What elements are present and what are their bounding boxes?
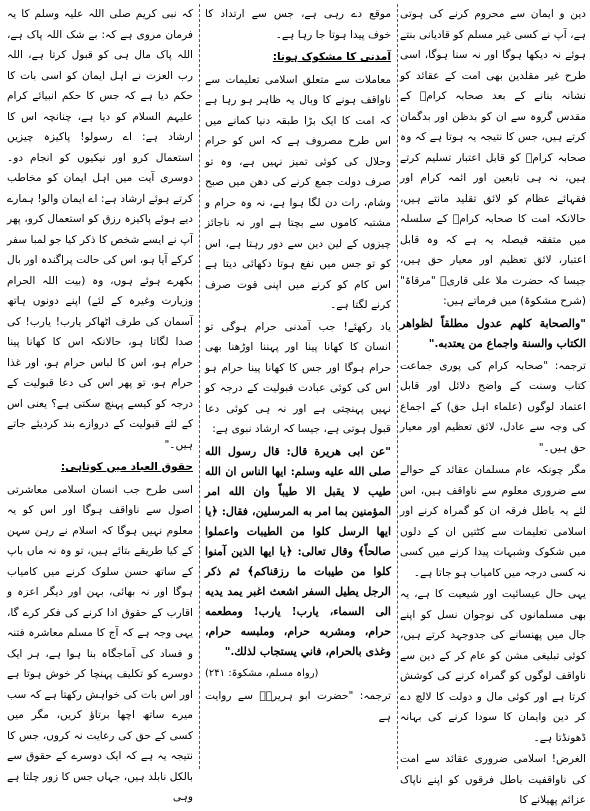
arabic-quote: "والصحابة كلهم عدول مطلقاً لظواهر الكتاب والسنة واجماع من يعتدبه."	[400, 316, 586, 350]
paragraph: معاملات سے متعلق اسلامی تعلیمات سے ناواقف ہونے کا وبال یہ ظاہر ہو رہا ہے کہ امت کا ایک بڑا طبقہ دنیا کمانے میں اس طرح مصروف ہے کہ اس کو حرام وحلال کی کوئی تمیز نہیں ہے، وہ تو صرف دولت جمع کرنے کی دھن میں صبح وشام، رات دن لگا ہوا ہے، نہ وہ حرام و مشتبہ کاموں سے بچتا ہے اور نہ ناجائز چیزوں کے لین دین سے دور رہتا ہے، اس کو تو جس میں نفع ہوتا دکھائی دیتا ہے اس کام کو کرنے میں اپنی قوت صرف کرنے لگتا ہے۔	[205, 73, 391, 311]
column-middle	[205, 4, 391, 769]
column-divider-1	[397, 4, 398, 769]
paragraph: یاد رکھئے! جب آمدنی حرام ہوگی تو انسان کا کھانا پینا اور پہننا اوڑھنا بھی حرام ہوگا اور جس کا کھانا پینا حرام ہو اس کی کوئی عبادت قبولیت کے درجہ کو نہیں پہنچتی ہے اور نہ ہی کوئی دعا قبول ہوتی ہے، جیسا کہ ارشاد نبوی ہے:	[205, 320, 391, 435]
column-divider-2	[199, 4, 200, 769]
section-heading: حقوق العباد میں کوتاہی:	[60, 461, 193, 473]
column-left	[7, 4, 193, 803]
reference-citation: (رواہ مسلم، مشکوۃ: ۲۴۱)	[205, 667, 319, 679]
arabic-quote: "عن ابی هريرة قال: قال رسول الله صلى الله عليه وسلم: ايها الناس ان الله طيب لا يقبل الا طيباً وان الله امر المؤمنين بما امر به المرسلين، فقال: ﴿يا ايها الرسل كلوا من الطيبات واعملوا صالحاً﴾ وقال تعالى: ﴿يا ايها الذين آمنوا كلوا من طيبات ما رزقناكم﴾ ثم ذكر الرجل يطيل السفر اشعث اغبر يمد يديه الى السماء، يارب! يارب! ومطعمه حرام، ومشربه حرام، وملبسه حرام، وغذى بالحرام، فاني يستجاب لذلك."	[205, 444, 391, 658]
paragraph: کہ نبی کریم صلی اللہ علیہ وسلم کا یہ فرمان مروی ہے کہ: بے شک اللہ پاک ہے، اللہ پاک مال ہی کو قبول کرتا ہے، اللہ رب العزت نے اہل ایمان کو اسی بات کا حکم دیا ہے کہ جس کا حکم انبیائے کرام علیہم السلام کو دیا ہے، چنانچہ اس کا ارشاد ہے: اے رسولو! پاکیزہ چیزیں استعمال کرو اور نیکیوں کو انجام دو۔ دوسری آیت میں اہل ایمان کو مخاطب کرتے ہوئے ارشاد ہے: اے ایمان والو! ہمارے دیے ہوئے پاکیزہ رزق کو استعمال کرو، پھر آپ نے ایسے شخص کا ذکر کیا جو لمبا سفر کرکے آیا ہو، اس کی حالت پراگندہ اور بال بکھرے ہوئے ہوں، وہ (بیت اللہ الحرام وزیارت وغیرہ کے لئے) اپنے دونوں ہاتھ آسمان کی طرف اٹھاکر یارب! یارب! کی صدا لگاتا ہو، حالانکہ اس کا کھانا پینا حرام ہو، اس کا لباس حرام ہو، اور غذا حرام ہو، تو پھر اس کی دعا قبولیت کے درجہ کو کیسے پہنچ سکتی ہے؟ یعنی اس کے لئے قبولیت کے دروازے بند کردیئے جاتے ہیں۔"	[7, 8, 193, 451]
translation-paragraph: ترجمہ: "حضرت ابو ہریرہؓ سے روایت ہے	[205, 690, 391, 723]
paragraph: مگر چونکہ عام مسلمان عقائد کے حوالے سے ضروری معلوم سے ناواقف ہیں، اس لئے یہ باطل فرقہ ان کو گمراہ کرنے اور اسلامی تعلیمات سے کٹتیں ان کے دلوں میں شکوک وشبہات پیدا کرنے میں کسی نہ کسی درجہ میں کامیاب ہو جاتا ہے۔	[400, 464, 586, 579]
paragraph: دین و ایمان سے محروم کرنے کی ہوتی ہے، آپ نے کسی غیر مسلم کو قادیانی بنتے ہوئے نہ دیکھا ہوگا اور نہ سنا ہوگا، اسی طرح غیر مقلدین بھی امت کے عقائد کو نشانہ بنانے کے بعد صحابہ کرامؓ کے مقدس گروہ سے ان کو بدظن اور بدگمان کرتے ہیں، جس کا نتیجہ یہ ہوتا ہے کہ وہ صحابہ کرامؓ کو قابل اعتبار تسلیم کرتے ہیں، نہ ہی تابعین اور ائمہ کرام اور فقہائے عظام کو لائق تقلید مانتے ہیں، حالانکہ امت کا صحابہ کرامؓ کے سلسلہ میں متفقہ فیصلہ یہ ہے کہ وہ قابل اعتبار، لائق تعظیم اور معیار حق ہیں، جیسا کہ حضرت ملا علی قاریؒ "مرقاۃ" (شرح مشکوۃ) میں فرماتے ہیں:	[400, 8, 586, 307]
paragraph: موقع دے رہی ہے، جس سے ارتداد کا خوف پیدا ہوتا جا رہا ہے۔	[205, 8, 391, 41]
paragraph: الغرض! اسلامی ضروری عقائد سے امت کی ناواقفیت باطل فرقوں کو اپنے ناپاک عزائم پھیلانے کا	[400, 753, 586, 806]
section-heading: آمدنی کا مشکوک ہونا:	[272, 51, 391, 63]
paragraph: اسی طرح جب انسان اسلامی معاشرتی اصول سے ناواقف ہوگا اور اس کو یہ معلوم نہیں ہوگا کہ اسلام نے رہن سہن کے کیا طریقے بتائے ہیں، تو وہ نہ ماں باپ کے ساتھ حسن سلوک کرنے میں کامیاب ہوگا اور نہ بھائی، بہن اور دیگر اعزہ و اقارب کے حقوق ادا کرنے کی فکر کرے گا، یہی وجہ ہے کہ آج کا مسلم معاشرہ فتنہ و فساد کی آماجگاہ بنا ہوا ہے، ہر ایک دوسرے کو تکلیف پہنچا کر خوش ہوتا ہے اور اس بات کی خواہش رکھتا ہے کہ سب میرے ساتھ اچھا برتاؤ کریں، مگر میں کسی کے حق کی رعایت نہ کروں، جس کا نتیجہ یہ ہے کہ ایک دوسرے کے حقوق سے بالکل نابلد ہیں، جہاں جس کا زور چلتا ہے وہی	[7, 483, 193, 803]
paragraph: یہی حال عیسائیت اور شیعیت کا ہے، یہ بھی مسلمانوں کی نوجوان نسل کو اپنے جال میں پھنسانے کی جدوجہد کرتے ہیں، کوئی تبلیغی مشن کو عام کر کے دین سے ناواقف لوگوں کو گمراہ کرنے کی کوشش کرتا ہے اور کوئی مال و دولت کا لالچ دے کر دین وایمان کا سودا کرنے کی بہانہ ڈھونڈتا ہے۔	[400, 588, 586, 744]
translation-paragraph: ترجمہ: "صحابہ کرام کی پوری جماعت کتاب وسنت کے واضح دلائل اور قابل اعتماد لوگوں (علماء اہل حق) کے اجماع کی وجہ سے عادل، لائق تعظیم اور معیار حق ہیں۔"	[400, 359, 586, 454]
column-right	[400, 4, 586, 806]
